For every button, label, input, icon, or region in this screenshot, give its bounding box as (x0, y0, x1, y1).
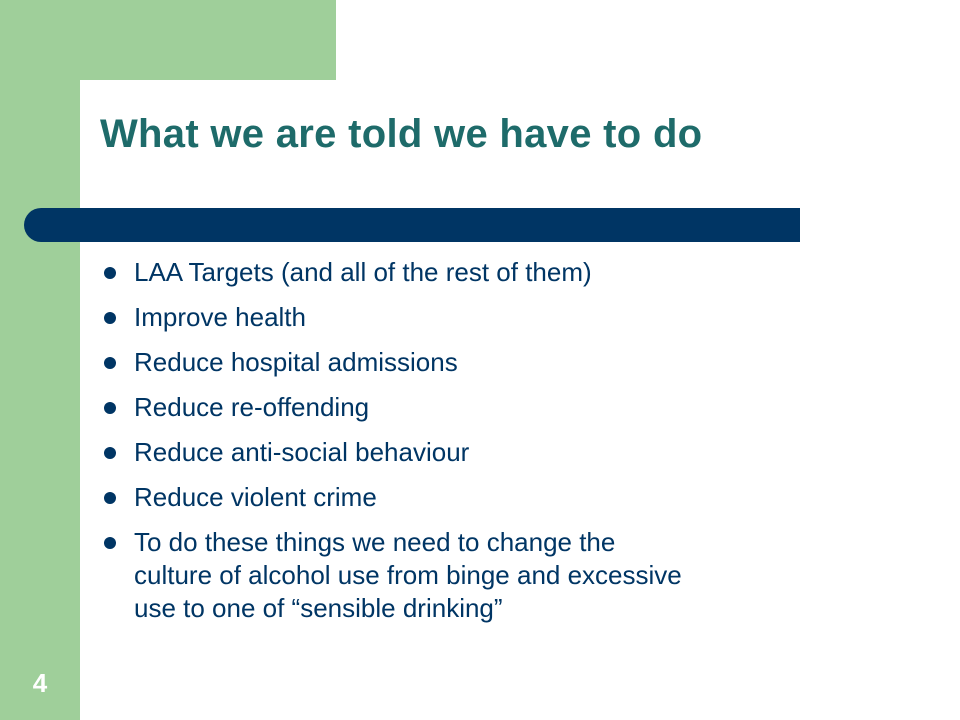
bullet-text: Reduce violent crime (134, 482, 377, 512)
bullet-text: Reduce re-offending (134, 392, 370, 422)
bullet-text: Reduce hospital admissions (134, 347, 458, 377)
slide-title: What we are told we have to do (100, 112, 703, 156)
bullet-text: Improve health (134, 302, 306, 332)
bullet-list (104, 256, 924, 637)
bullet-item (104, 346, 924, 379)
green-side-column (0, 0, 80, 720)
bullet-dot-icon (104, 402, 116, 414)
bullet-item (104, 256, 924, 289)
bullet-text: Reduce anti-social behaviour (134, 437, 470, 467)
bullet-item (104, 301, 924, 334)
bullet-item (104, 526, 924, 625)
green-top-band (0, 0, 336, 80)
title-underline-bar (24, 208, 800, 242)
bullet-text: LAA Targets (and all of the rest of them) (134, 257, 592, 287)
bullet-dot-icon (104, 312, 116, 324)
bullet-item (104, 436, 924, 469)
bullet-dot-icon (104, 447, 116, 459)
bullet-dot-icon (104, 267, 116, 279)
bullet-dot-icon (104, 357, 116, 369)
bullet-dot-icon (104, 492, 116, 504)
slide-number: 4 (32, 668, 48, 698)
bullet-item (104, 391, 924, 424)
bullet-item (104, 481, 924, 514)
bullet-dot-icon (104, 537, 116, 549)
bullet-text: To do these things we need to change the culture of alcohol use from binge and excessive use to one of “sensible drinking” (134, 527, 682, 623)
